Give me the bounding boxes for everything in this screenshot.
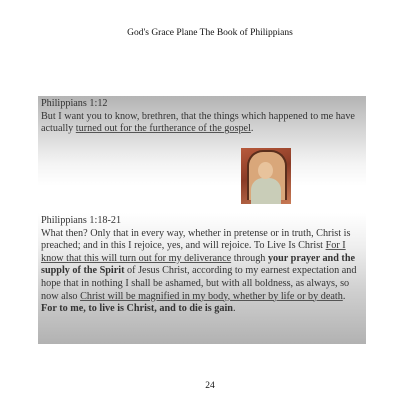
scripture-block-1-12 [38, 96, 366, 186]
page-header-title: God's Grace Plane The Book of Philippians [127, 28, 293, 38]
text-segment: But I want you to know, brethren, that the things which happened to me have actually [41, 110, 355, 135]
underlined-phrase: Christ will be magnified in my body, whether by life or by death [80, 290, 343, 302]
robe-shape [251, 178, 281, 204]
scripture-text [41, 111, 363, 136]
scripture-reference: Philippians 1:18-21 [41, 215, 122, 226]
bold-phrase: your prayer and the supply of the Spirit [41, 252, 356, 277]
text-segment: . [250, 123, 254, 135]
text-segment: What then? Only that in every way, whether in pretense or in truth, Christ is preached; and in this I rejoice, yes, and will rejoice. To Live Is Christ [41, 227, 351, 252]
text-segment: . [342, 290, 346, 302]
scripture-reference: Philippians 1:12 [41, 98, 108, 109]
person-portrait-photo [241, 148, 291, 204]
scripture-text [41, 228, 363, 316]
scripture-block-1-18-21 [38, 213, 366, 344]
bold-phrase: For to me, to live is Christ, and to die is gain [41, 303, 233, 315]
underlined-phrase: For I know that this will turn out for my deliverance [41, 240, 346, 264]
underlined-phrase: turned out for the furtherance of the gospel [75, 123, 251, 135]
page-number: 24 [205, 381, 215, 391]
text-segment: through [231, 252, 268, 264]
head-shape [258, 162, 273, 179]
text-segment: . [232, 303, 236, 315]
text-segment: of Jesus Christ, according to my earnest expectation and hope that in nothing I shall be ashamed, but with all boldness, as always, so now also [41, 265, 357, 302]
